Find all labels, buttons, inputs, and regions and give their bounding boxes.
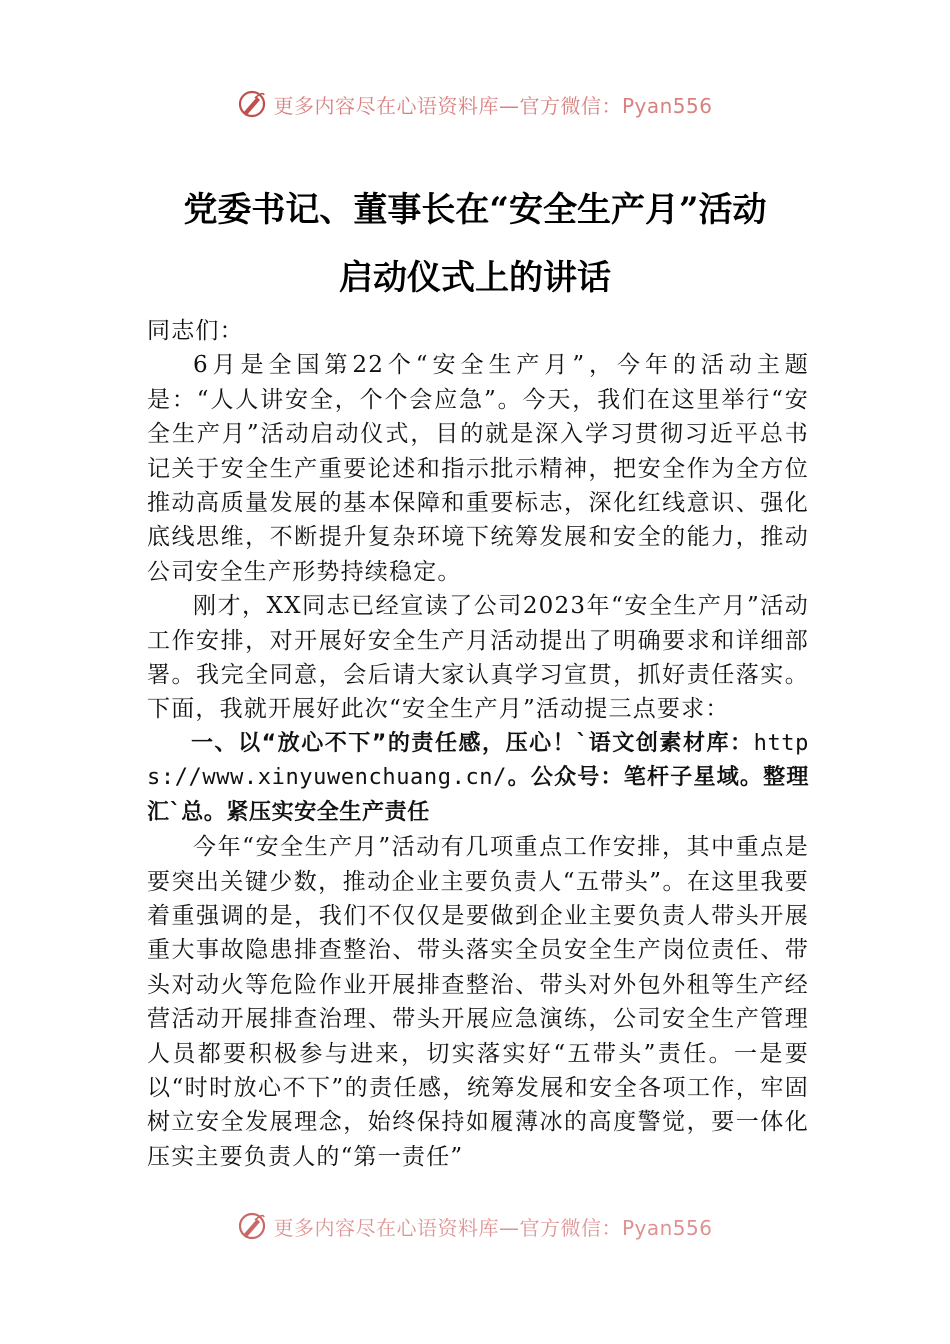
section-heading-1-part-b: 。公众号：笔杆子星域。整理汇`总。紧压实安全生产责任: [147, 765, 809, 825]
document-title-line-2: 启动仪式上的讲话: [339, 258, 611, 298]
pen-circle-logo-icon: [237, 89, 267, 119]
paragraph-3: 今年“安全生产月”活动有几项重点工作安排，其中重点是要突出关键少数，推动企业主要负责人“五带头”。在这里我要着重强调的是，我们不仅仅是要做到企业主要负责人带头开展重大事故隐患排查整治、带头落实全员安全生产岗位责任、带头对动火等危险作业开展排查整治、带头对外包外租等生产经营活动开展排查治理、带头开展应急演练，公司安全生产管理人员都要积极参与进来，切实落实好“五带头”责任。一是要以“时时放心不下”的责任感，统筹发展和安全各项工作，牢固树立安全发展理念，始终保持如履薄冰的高度警觉，要一体化压实主要负责人的“第一责任”: [147, 834, 809, 1170]
document-title-line-1: 党委书记、董事长在“安全生产月”活动: [183, 190, 767, 230]
salutation: 同志们：: [147, 318, 244, 344]
section-heading-1-part-a: 一、以“放心不下”的责任感，压心！`语文创素材库：: [191, 730, 754, 756]
paragraph-2: 刚才，XX同志已经宣读了公司2023年“安全生产月”活动工作安排，对开展好安全生产月活动提出了明确要求和详细部署。我完全同意，会后请大家认真学习宣贯，抓好责任落实。下面，我就开展好此次“安全生产月”活动提三点要求：: [147, 593, 809, 723]
document-body: [147, 314, 809, 1214]
watermark-header: [0, 84, 950, 124]
paragraph-1: 6月是全国第22个“安全生产月”，今年的活动主题是：“人人讲安全，个个会应急”。今天，我们在这里举行“安全生产月”活动启动仪式，目的就是深入学习贯彻习近平总书记关于安全生产重要论述和指示批示精神，把安全作为全方位推动高质量发展的基本保障和重要标志，深化红线意识、强化底线思维，不断提升复杂环境下统筹发展和安全的能力，推动公司安全生产形势持续稳定。: [147, 352, 809, 585]
watermark-text: 更多内容尽在心语资料库—官方微信：Pyan556: [273, 1215, 713, 1240]
pen-circle-logo-icon: [237, 1211, 267, 1241]
watermark-text: 更多内容尽在心语资料库—官方微信：Pyan556: [273, 93, 713, 118]
source-url-link[interactable]: https://www.xinyuwenchuang.cn/: [147, 730, 809, 791]
watermark-footer: [0, 1206, 950, 1246]
section-heading-1: [147, 727, 809, 830]
